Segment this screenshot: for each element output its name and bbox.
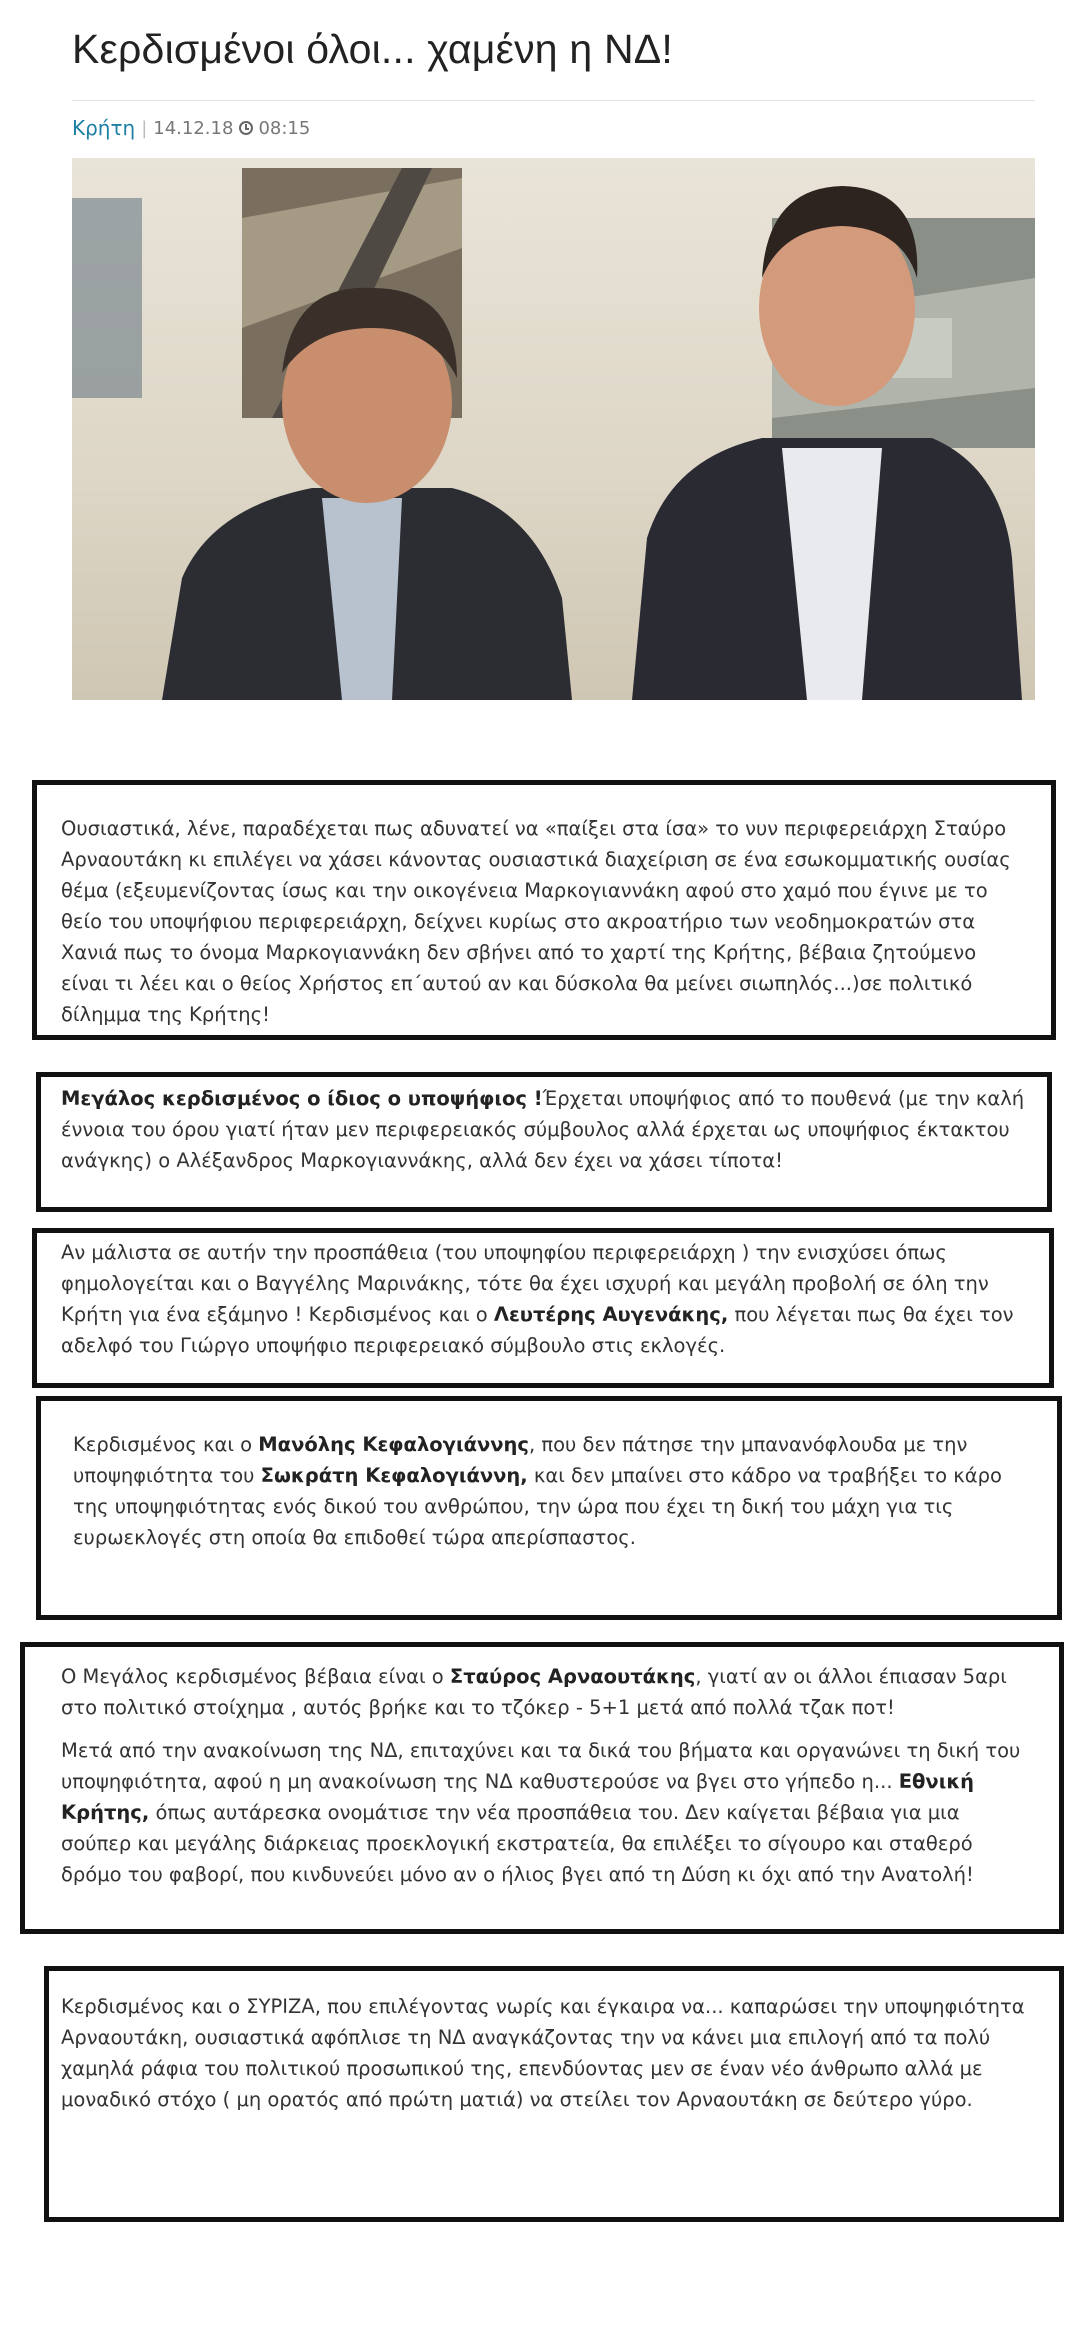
photo-illustration	[72, 158, 1035, 700]
box5-p1-bold: Σταύρος Αρναουτάκης	[449, 1665, 696, 1688]
box5-paragraph-1	[61, 1661, 1023, 1723]
article-photo	[72, 158, 1035, 700]
box4-text1: Κερδισμένος και ο	[73, 1433, 259, 1456]
box1-paragraph: Ουσιαστικά, λένε, παραδέχεται πως αδυνατεί να «παίξει στα ίσα» το νυν περιφερειάρχη Σταύρο Αρναουτάκη κι επιλέγει να χάσει κάνοντας ουσιαστικά διαχείριση σε ένα εσωκομματικής ουσίας θέμα (εξευμενίζοντας ίσως και την οικογένεια Μαρκογιαννάκη αφού στο χαμό που έγινε με το θείο του υποψήφιου περιφερειάρχη, δείχνει κυρίως στο ακροατήριο των νεοδημοκρατών στα Χανιά πως το όνομα Μαρκογιαννάκη δεν σβήνει από το χαρτί της Κρήτης, βέβαια ζητούμενο είναι τι λέει και ο θείος Χρήστος επ΄αυτού αν και δύσκολα θα μείνει σιωπηλός...)σε πολιτικό δίλημμα της Κρήτης!	[61, 817, 1011, 1026]
box5-p1-text1: Ο Μεγάλος κερδισμένος βέβαια είναι ο	[61, 1665, 450, 1688]
text-box-3	[32, 1228, 1054, 1388]
article-title: Κερδισμένοι όλοι... χαμένη η ΝΔ!	[72, 26, 673, 72]
box2-paragraph	[61, 1083, 1027, 1176]
meta-separator: |	[141, 117, 148, 139]
box4-text2: , που δεν πάτησε την μπανανόφλουδα με την υποψηφιότητα του	[73, 1433, 968, 1487]
box5-p2-bold: Εθνική Κρήτης,	[61, 1770, 975, 1824]
box4-text3: και δεν μπαίνει στο κάδρο να τραβήξει το κάρο της υποψηφιότητας ενός δικού του ανθρώπου, την ώρα που έχει τη δική του μάχη για τις ευρωεκλογές στη οποία θα επιδοθεί τώρα απερίσπαστος.	[73, 1464, 1002, 1549]
title-divider	[72, 100, 1035, 101]
box6-paragraph: Κερδισμένος και ο ΣΥΡΙΖΑ, που επιλέγοντας νωρίς και έγκαιρα να... καπαρώσει την υποψηφιότητα Αρναουτάκη, ουσιαστικά αφόπλισε τη ΝΔ αναγκάζοντας την να κάνει μια επιλογή από τα πολύ χαμηλά ράφια του πολιτικού προσωπικού της, επενδύοντας μεν σε έναν νέο άνθρωπο αλλά με μοναδικό στόχο ( μη ορατός από πρώτη ματιά) να στείλει τον Αρναουτάκη σε δεύτερο γύρο.	[61, 1995, 1025, 2111]
box5-p2-text2: όπως αυτάρεσκα ονομάτισε την νέα προσπάθεια του. Δεν καίγεται βέβαια για μια σούπερ και μεγάλης διάρκειας προεκλογική εκστρατεία, θα επιλέξει το σίγουρο και σταθερό δρόμο του φαβορί, που κινδυνεύει μόνο αν ο ήλιος βγει από τη Δύση κι όχι από την Ανατολή!	[61, 1801, 974, 1886]
box4-paragraph	[73, 1429, 1027, 1553]
box5-paragraph-2	[61, 1735, 1023, 1890]
box4-bold1: Μανόλης Κεφαλογιάννης	[258, 1433, 529, 1456]
box3-paragraph	[61, 1237, 1025, 1361]
category-link[interactable]: Κρήτη	[72, 116, 136, 140]
text-box-6	[44, 1966, 1064, 2222]
text-box-4	[36, 1396, 1062, 1620]
box3-bold: Λευτέρης Αυγενάκης,	[493, 1303, 729, 1326]
box2-bold: Μεγάλος κερδισμένος ο ίδιος ο υποψήφιος !	[61, 1087, 543, 1110]
box3-text2: που λέγεται πως θα έχει τον αδελφό του Γιώργο υποψήφιο περιφερειακό σύμβουλο στις εκλογές.	[61, 1303, 1014, 1357]
box2-text: Έρχεται υποψήφιος από το πουθενά (με την καλή έννοια του όρου γιατί ήταν μεν περιφερειακός σύμβουλος αλλά έρχεται ως υποψήφιος έκτακτου ανάγκης) ο Αλέξανδρος Μαρκογιαννάκης, αλλά δεν έχει να χάσει τίποτα!	[61, 1087, 1025, 1172]
article-date: 14.12.18	[153, 117, 234, 139]
box5-p2-text1: Μετά από την ανακοίνωση της ΝΔ, επιταχύνει και τα δικά του βήματα και οργανώνει τη δική του υποψηφιότητα, αφού η μη ανακοίνωση της ΝΔ καθυστερούσε να βγει στο γήπεδο η...	[61, 1739, 1021, 1793]
article-meta	[72, 116, 310, 140]
clock-icon	[239, 121, 253, 135]
text-box-2	[36, 1072, 1052, 1212]
box3-text1: Αν μάλιστα σε αυτήν την προσπάθεια (του υποψηφίου περιφερειάρχη ) την ενισχύσει όπως φημολογείται και ο Βαγγέλης Μαρινάκης, τότε θα έχει ισχυρή και μεγάλη προβολή σε όλη την Κρήτη για ένα εξάμηνο ! Κερδισμένος και ο	[61, 1241, 989, 1326]
text-box-1	[32, 780, 1056, 1040]
article-time: 08:15	[258, 117, 311, 139]
box5-p1-text2: , γιατί αν οι άλλοι έπιασαν 5αρι στο πολιτικό στοίχημα , αυτός βρήκε και το τζόκερ - 5+1 μετά από πολλά τζακ ποτ!	[61, 1665, 1007, 1719]
text-box-5	[20, 1642, 1064, 1934]
box4-bold2: Σωκράτη Κεφαλογιάννη,	[260, 1464, 528, 1487]
